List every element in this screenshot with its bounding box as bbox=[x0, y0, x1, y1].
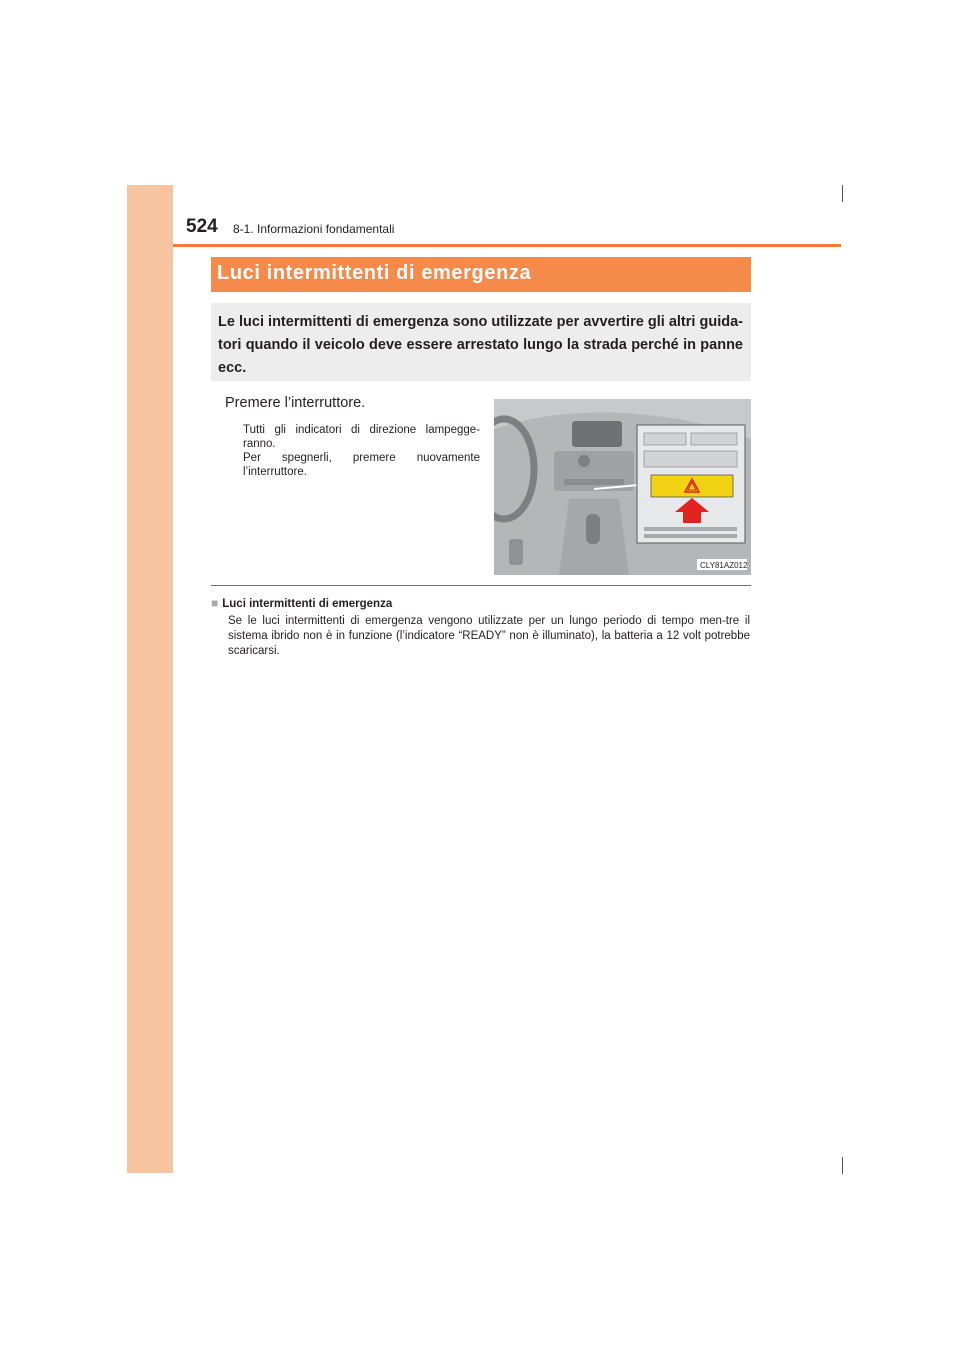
section-title-text: Luci intermittenti di emergenza bbox=[217, 262, 532, 284]
intro-text: Le luci intermittenti di emergenza sono utilizzate per avvertire gli altri guida-tori quando il veicolo deve essere arrestato lungo la strada perché in panne ecc. bbox=[218, 314, 743, 376]
section-title bbox=[211, 257, 751, 292]
section-label: 8-1. Informazioni fondamentali bbox=[233, 222, 395, 236]
page-number: 524 bbox=[186, 216, 218, 237]
square-bullet-icon: ■ bbox=[211, 596, 219, 610]
dashboard-illustration bbox=[494, 399, 751, 575]
crop-mark-bottom bbox=[842, 1157, 843, 1174]
step-detail-line2: Per spegnerli, premere nuovamente l’interruttore. bbox=[243, 452, 480, 478]
side-tab bbox=[127, 185, 173, 1173]
step-instruction: Premere l’interruttore. bbox=[225, 395, 366, 411]
figure-code: CLY81AZ012 bbox=[700, 561, 748, 570]
header-rule bbox=[173, 244, 841, 247]
note-body: Se le luci intermittenti di emergenza vengono utilizzate per un lungo periodo di tempo men-tre il sistema ibrido non è in funzione (l’indicatore “READY” non è illuminato), la batteria a 12 volt potrebbe scaricarsi. bbox=[228, 615, 750, 657]
note-divider bbox=[211, 585, 751, 586]
note-heading bbox=[211, 596, 392, 610]
note-heading-text: Luci intermittenti di emergenza bbox=[222, 598, 393, 610]
intro-box bbox=[211, 303, 751, 381]
step-detail bbox=[243, 423, 480, 479]
step-detail-line1: Tutti gli indicatori di direzione lampegge-ranno. bbox=[243, 424, 480, 450]
crop-mark-top bbox=[842, 185, 843, 202]
